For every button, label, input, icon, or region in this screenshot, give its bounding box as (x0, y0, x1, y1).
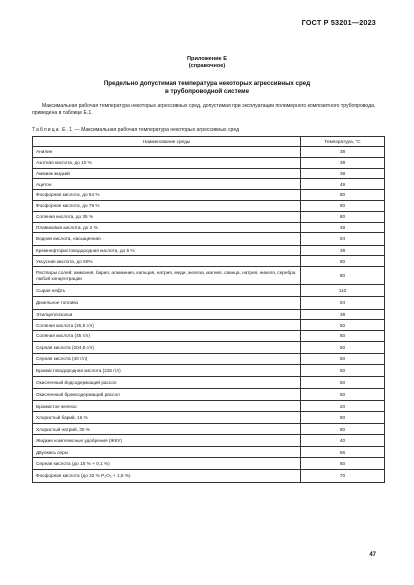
table-row (33, 190, 385, 201)
medium-name-cell: Этилцеллозольв (33, 309, 301, 320)
max-temperature-cell: 50 (301, 364, 385, 376)
medium-name-cell: Кремнефтористоводородная кислота, до 5 % (33, 245, 301, 256)
max-temperature-cell: 80 (301, 267, 385, 285)
medium-name-cell: Серная кислота (до 15 % + 0,1 %) (33, 458, 301, 470)
max-temperature-cell: 50 (301, 377, 385, 389)
medium-name-cell: Сырая нефть (33, 285, 301, 297)
max-temperature-cell: 38 (301, 147, 385, 158)
max-temperature-cell: 38 (301, 309, 385, 320)
max-temperature-cell: 38 (301, 245, 385, 256)
medium-name-cell: Фосфорная кислота, до 54 % (33, 190, 301, 201)
max-temperature-cell: 20 (301, 401, 385, 412)
table-row (33, 331, 385, 342)
max-temperature-cell: 50 (301, 331, 385, 342)
table-header-row (33, 137, 385, 147)
table-row (33, 297, 385, 309)
medium-name-cell: Дизельное топливо (33, 297, 301, 309)
table-row (33, 470, 385, 482)
medium-name-cell: Анилин (33, 147, 301, 158)
max-temperature-cell: 66 (301, 447, 385, 458)
table-caption-number: Таблица Е.1 (32, 127, 74, 133)
max-temperature-cell: 49 (301, 179, 385, 190)
max-temperature-cell: 80 (301, 200, 385, 211)
medium-name-cell: Бромистое железо (33, 401, 301, 412)
table-caption (32, 127, 239, 134)
table-row (33, 157, 385, 168)
medium-name-cell: Ацетон (33, 179, 301, 190)
aggressive-media-table (32, 136, 385, 483)
appendix-label: Приложение Е (187, 56, 227, 62)
table-row (33, 389, 385, 401)
standard-number: ГОСТ Р 53201—2023 (301, 18, 376, 27)
table-row (33, 267, 385, 285)
table-row (33, 341, 385, 353)
medium-name-cell: Фосфорная кислота, до 75 % (33, 200, 301, 211)
max-temperature-cell: 50 (301, 458, 385, 470)
max-temperature-cell: 38 (301, 157, 385, 168)
max-temperature-cell: 93 (301, 297, 385, 309)
max-temperature-cell: 50 (301, 389, 385, 401)
medium-name-cell: Аммиак жидкий (33, 168, 301, 179)
medium-name-cell: Окисленный йодсодержащий рассол (33, 377, 301, 389)
max-temperature-cell: 50 (301, 320, 385, 331)
table-row (33, 377, 385, 389)
medium-name-cell: Бромистоводородная кислота (225 г/л) (33, 364, 301, 376)
medium-name-cell: Уксусная кислота, до 50% (33, 256, 301, 267)
table-row (33, 309, 385, 320)
table-row (33, 222, 385, 233)
max-temperature-cell: 50 (301, 341, 385, 353)
table-row (33, 211, 385, 222)
intro-paragraph: Максимальная рабочая температура некоторых агрессивных сред, допустимая при эксплуатации полимерного композитного трубопровода, приведена в таблице Е.1. (32, 103, 376, 116)
medium-name-cell: Соляная кислота (26,5 г/л) (33, 320, 301, 331)
table-row (33, 401, 385, 412)
table-row (33, 458, 385, 470)
medium-name-cell: Серная кислота (40 г/л) (33, 354, 301, 365)
medium-name-cell: Соляная кислота (45 г/л) (33, 331, 301, 342)
column-header-temperature: Температура, °С (301, 137, 385, 147)
table-row (33, 179, 385, 190)
max-temperature-cell: 93 (301, 233, 385, 245)
medium-name-cell: Фосфорная кислота (до 32 % P₂O₅ + 1,5 %) (33, 470, 301, 482)
max-temperature-cell: 49 (301, 222, 385, 233)
max-temperature-cell: 70 (301, 470, 385, 482)
max-temperature-cell: 80 (301, 211, 385, 222)
table-row (33, 233, 385, 245)
column-header-medium: Наименование среды (33, 137, 301, 147)
table-row (33, 435, 385, 447)
table-row (33, 147, 385, 158)
max-temperature-cell: 50 (301, 354, 385, 365)
max-temperature-cell: 110 (301, 285, 385, 297)
medium-name-cell: Растворы солей: аммония, бария, алюминия, кальция, натрия, меди, железа, магния, свинца, натрия, никеля, серебра любой концентрации (33, 267, 301, 285)
appendix-kind: (справочное) (188, 63, 226, 69)
medium-name-cell: Водная кислота, насыщенная (33, 233, 301, 245)
medium-name-cell: Хлористый натрий, 30 % (33, 424, 301, 435)
page-number: 47 (369, 552, 376, 558)
table-caption-text: — Максимальная рабочая температура некоторых агрессивных сред (73, 127, 240, 133)
appendix-title-line2: в трубопроводной системе (164, 88, 250, 95)
table-row (33, 168, 385, 179)
table-row (33, 424, 385, 435)
max-temperature-cell: 80 (301, 190, 385, 201)
medium-name-cell: Соляная кислота, до 35 % (33, 211, 301, 222)
medium-name-cell: Хлористый барий, 16 % (33, 412, 301, 424)
table-body (33, 147, 385, 483)
medium-name-cell: Жидкие комплексные удобрения (ЖКУ) (33, 435, 301, 447)
medium-name-cell: Серная кислота (204,8 г/л) (33, 341, 301, 353)
max-temperature-cell: 80 (301, 424, 385, 435)
table-row (33, 412, 385, 424)
medium-name-cell: Плавиковая кислота, до 2 % (33, 222, 301, 233)
table-row (33, 200, 385, 211)
table-row (33, 354, 385, 365)
max-temperature-cell: 38 (301, 168, 385, 179)
table-row (33, 285, 385, 297)
table-row (33, 320, 385, 331)
table-row (33, 364, 385, 376)
max-temperature-cell: 80 (301, 256, 385, 267)
max-temperature-cell: 40 (301, 435, 385, 447)
medium-name-cell: Окисленный бромсодержащий рассол (33, 389, 301, 401)
table-row (33, 447, 385, 458)
medium-name-cell: Азотная кислота, до 10 % (33, 157, 301, 168)
max-temperature-cell: 80 (301, 412, 385, 424)
medium-name-cell: Двуокись серы (33, 447, 301, 458)
table-row (33, 256, 385, 267)
appendix-title-line1: Предельно допустимая температура некоторых агрессивных сред (103, 80, 311, 87)
table-row (33, 245, 385, 256)
